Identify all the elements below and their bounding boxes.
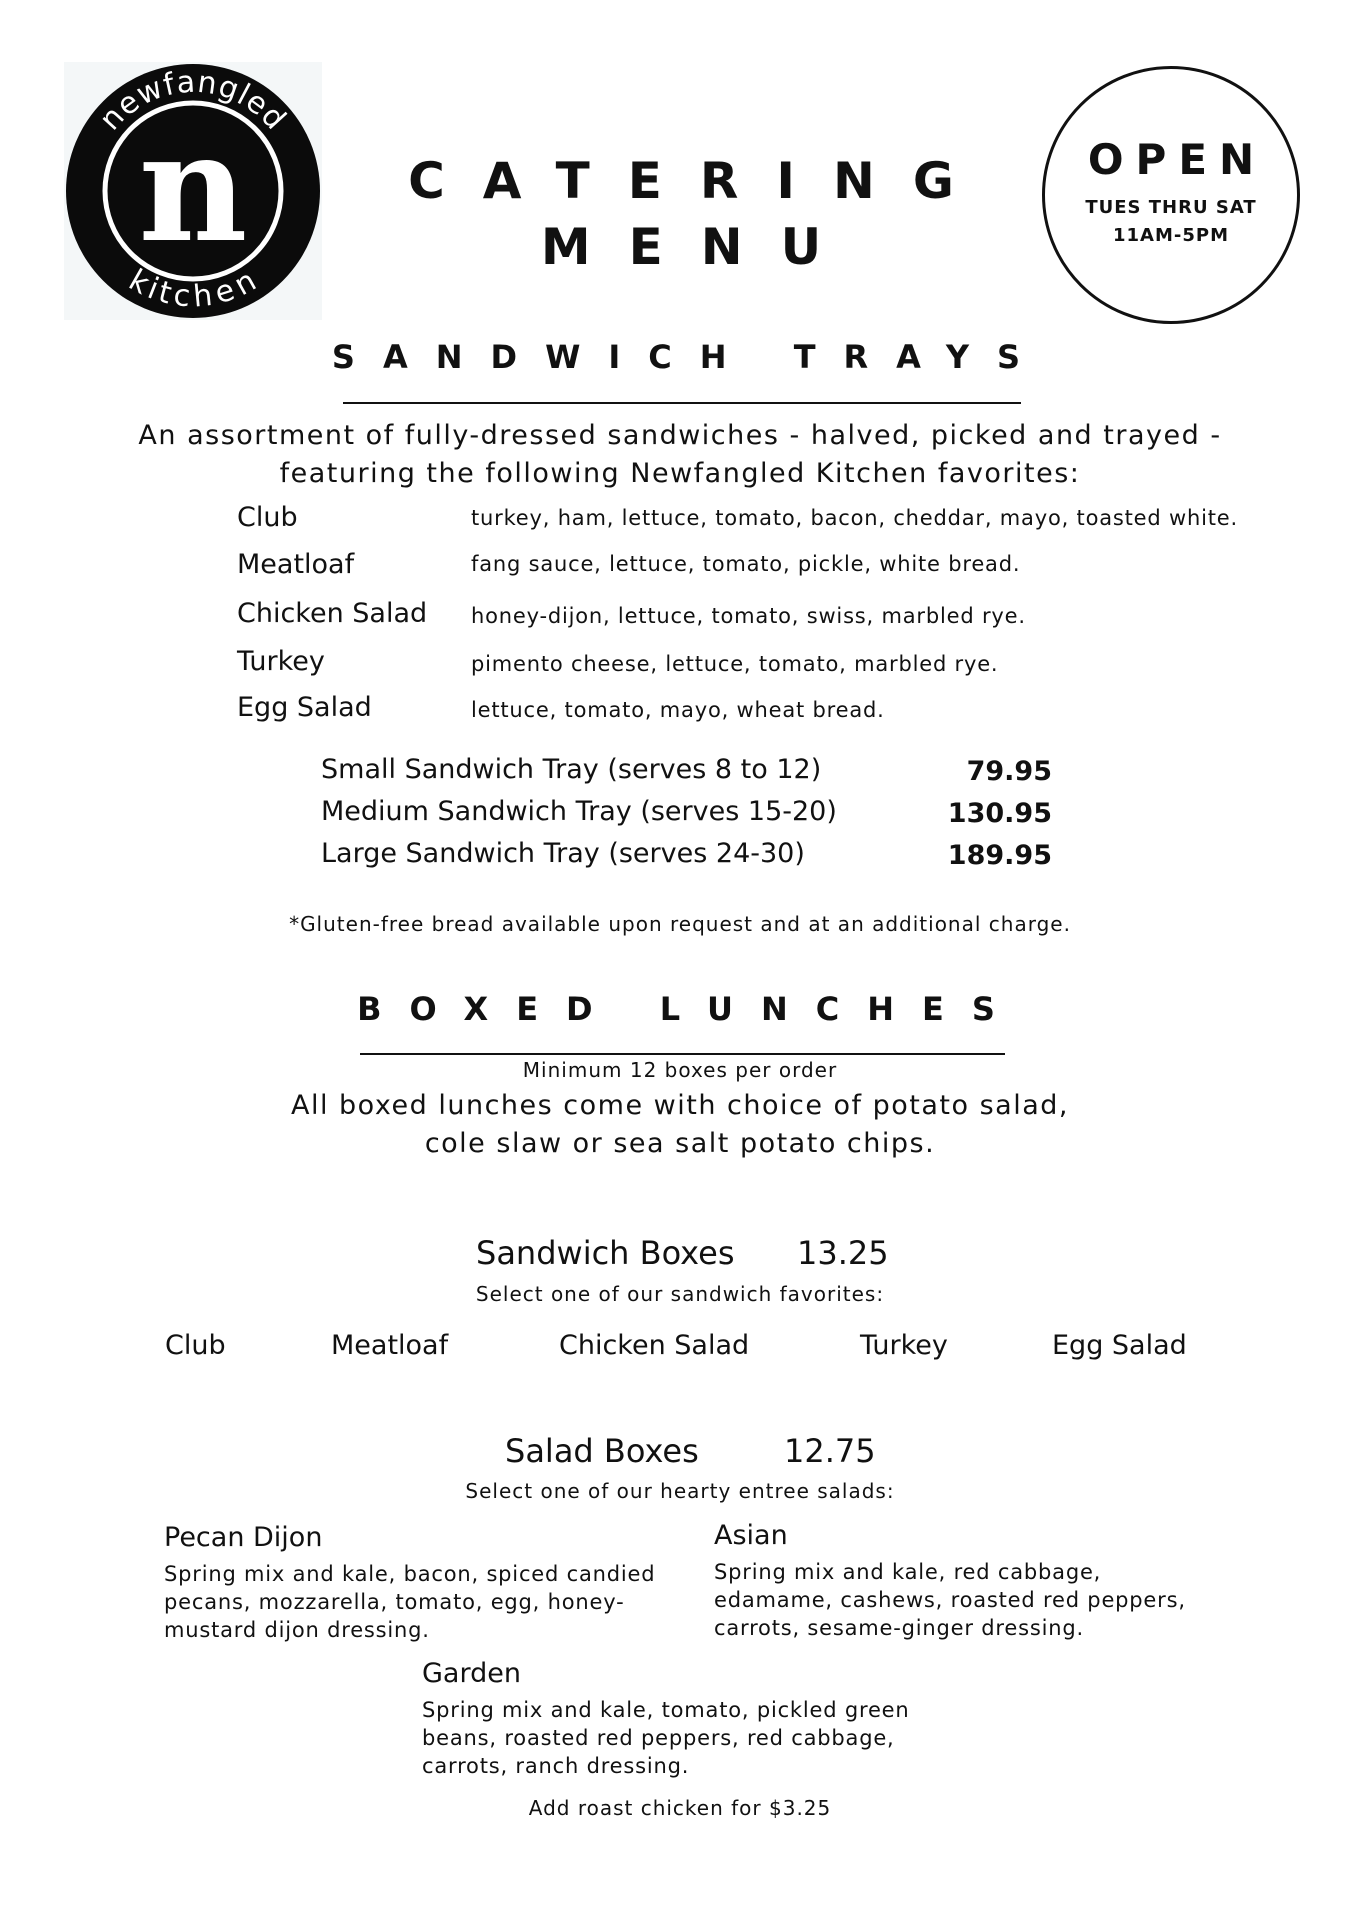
sandwich-desc: turkey, ham, lettuce, tomato, bacon, cheddar, mayo, toasted white. xyxy=(471,506,1238,530)
trays-intro-line-1: An assortment of fully-dressed sandwiches - halved, picked and trayed - xyxy=(138,420,1222,451)
open-hours: 11AM-5PM xyxy=(1113,225,1229,246)
salad-desc-line: pecans, mozzarella, tomato, egg, honey- xyxy=(164,1590,625,1614)
salad-desc-line: Spring mix and kale, bacon, spiced candied xyxy=(164,1562,656,1586)
logo-letter: n xyxy=(138,100,248,276)
salad-boxes-price: 12.75 xyxy=(784,1432,876,1470)
open-label: OPEN xyxy=(1087,135,1267,184)
tray-price: 189.95 xyxy=(947,840,1052,871)
salad-name: Pecan Dijon xyxy=(164,1522,323,1553)
salad-desc-line: edamame, cashews, roasted red peppers, xyxy=(714,1588,1186,1612)
add-chicken-note: Add roast chicken for $3.25 xyxy=(528,1796,832,1820)
box-option: Club xyxy=(165,1330,226,1361)
salad-name: Asian xyxy=(714,1520,788,1551)
tray-price: 79.95 xyxy=(966,756,1052,787)
sandwich-trays-heading: SANDWICH TRAYS xyxy=(331,338,1049,376)
box-option: Meatloaf xyxy=(331,1330,449,1361)
sandwich-boxes-title: Sandwich Boxes xyxy=(476,1234,735,1272)
open-days: TUES THRU SAT xyxy=(1085,197,1257,218)
salad-desc-line: carrots, ranch dressing. xyxy=(422,1754,690,1778)
newfangled-kitchen-logo xyxy=(64,62,322,320)
sandwich-boxes-price: 13.25 xyxy=(797,1234,889,1272)
sandwich-trays-divider xyxy=(343,402,1021,404)
tray-size: Medium Sandwich Tray (serves 15-20) xyxy=(321,796,837,827)
title-line-2: MENU xyxy=(540,218,860,276)
tray-price: 130.95 xyxy=(947,798,1052,829)
tray-size: Large Sandwich Tray (serves 24-30) xyxy=(321,838,805,869)
sandwich-name: Club xyxy=(237,502,298,533)
sandwich-desc: pimento cheese, lettuce, tomato, marbled rye. xyxy=(471,652,999,676)
sandwich-name: Turkey xyxy=(237,646,325,677)
salad-desc-line: beans, roasted red peppers, red cabbage, xyxy=(422,1726,895,1750)
box-option: Turkey xyxy=(860,1330,948,1361)
salad-boxes-subtitle: Select one of our hearty entree salads: xyxy=(465,1479,895,1503)
sandwich-desc: lettuce, tomato, mayo, wheat bread. xyxy=(471,698,885,722)
trays-intro-line-2: featuring the following Newfangled Kitchen favorites: xyxy=(279,458,1081,489)
sandwich-boxes-subtitle: Select one of our sandwich favorites: xyxy=(475,1282,885,1306)
sandwich-desc: honey-dijon, lettuce, tomato, swiss, marbled rye. xyxy=(471,604,1026,628)
gluten-free-note: *Gluten-free bread available upon request and at an additional charge. xyxy=(289,912,1071,936)
sandwich-name: Chicken Salad xyxy=(237,598,428,629)
box-option: Egg Salad xyxy=(1052,1330,1187,1361)
salad-name: Garden xyxy=(422,1658,521,1689)
salad-desc-line: Spring mix and kale, tomato, pickled green xyxy=(422,1698,910,1722)
sandwich-name: Meatloaf xyxy=(237,549,355,580)
boxed-lunches-heading: BOXED LUNCHES xyxy=(357,990,1023,1028)
sides-line-2: cole slaw or sea salt potato chips. xyxy=(424,1128,936,1159)
tray-size: Small Sandwich Tray (serves 8 to 12) xyxy=(321,754,822,785)
salad-desc-line: mustard dijon dressing. xyxy=(164,1618,430,1642)
sandwich-name: Egg Salad xyxy=(237,692,372,723)
logo-top-text: newfangled xyxy=(92,64,294,138)
logo-emblem xyxy=(64,62,322,320)
sandwich-desc: fang sauce, lettuce, tomato, pickle, white bread. xyxy=(471,552,1021,576)
salad-desc-line: carrots, sesame-ginger dressing. xyxy=(714,1616,1084,1640)
title-line-1: CATERING xyxy=(408,152,992,210)
boxed-lunches-divider xyxy=(360,1053,1005,1055)
salad-boxes-title: Salad Boxes xyxy=(505,1432,699,1470)
box-option: Chicken Salad xyxy=(559,1330,750,1361)
sides-line-1: All boxed lunches come with choice of potato salad, xyxy=(290,1090,1069,1121)
minimum-order-note: Minimum 12 boxes per order xyxy=(522,1058,838,1082)
logo-bottom-text: kitchen xyxy=(122,262,263,315)
salad-desc-line: Spring mix and kale, red cabbage, xyxy=(714,1560,1102,1584)
hours-badge xyxy=(1042,66,1300,324)
